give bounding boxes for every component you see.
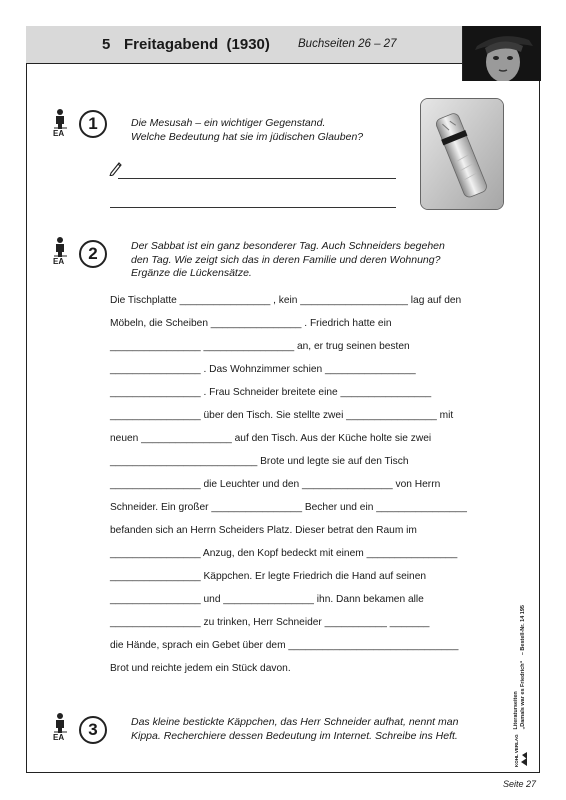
chapter-title: Freitagabend (1930) — [124, 36, 270, 53]
cloze-line[interactable]: die Hände, sprach ein Gebet über dem ______________________________ — [110, 640, 459, 651]
task-number-badge: 1 — [79, 110, 107, 138]
cloze-line[interactable]: Möbeln, die Scheiben ________________ . Friedrich hatte ein — [110, 318, 392, 329]
publisher-sidebar — [513, 552, 535, 767]
instruction-line: Ergänze die Lückensätze. — [131, 267, 252, 279]
cloze-line[interactable]: __________________________ Brote und legte sie auf den Tisch — [110, 456, 409, 467]
task-3-instruction — [131, 716, 458, 743]
instruction-line: den Tag. Wie zeigt sich das in deren Familie und deren Wohnung? — [131, 253, 441, 266]
book-pages: Buchseiten 26 – 27 — [298, 38, 397, 50]
work-mode-label: EA — [53, 257, 65, 266]
cloze-line[interactable]: ________________ zu trinken, Herr Schneider ___________ _______ — [110, 617, 430, 628]
page-number: Seite 27 — [502, 779, 536, 789]
instruction-line: Die Mesusah – ein wichtiger Gegenstand. — [131, 117, 326, 129]
instruction-line: Der Sabbat ist ein ganz besonderer Tag. Auch Schneiders begehen — [131, 240, 445, 252]
answer-line[interactable] — [118, 178, 396, 179]
boy-portrait-image — [462, 26, 541, 81]
cloze-line[interactable]: ________________ die Leuchter und den ________________ von Herrn — [110, 479, 441, 490]
work-mode-label: EA — [53, 733, 65, 742]
cloze-line[interactable]: Brot und reichte jedem ein Stück davon. — [110, 663, 291, 674]
single-work-icon — [52, 236, 72, 270]
cloze-line[interactable]: befanden sich an Herrn Scheiders Platz. Dieser betrat den Raum im — [110, 525, 417, 536]
chapter-number: 5 — [102, 36, 111, 53]
answer-line[interactable] — [110, 207, 396, 208]
cloze-line[interactable]: ________________ ________________ an, er trug seinen besten — [110, 341, 410, 352]
task-number-badge: 2 — [79, 240, 107, 268]
instruction-line: Kippa. Recherchiere dessen Bedeutung im Internet. Schreibe ins Heft. — [131, 729, 458, 742]
task-2-instruction — [131, 240, 445, 281]
single-work-icon — [52, 108, 72, 142]
cloze-line[interactable]: ________________ über den Tisch. Sie stellte zwei ________________ mit — [110, 410, 454, 421]
book-title: „Damals war es Friedrich“ — [520, 660, 526, 730]
mesusah-photo — [420, 98, 504, 210]
instruction-line: Das kleine bestickte Käppchen, das Herr Schneider aufhat, nennt man — [131, 716, 459, 728]
cloze-line[interactable]: neuen ________________ auf den Tisch. Aus der Küche holte sie zwei — [110, 433, 432, 444]
series-name: Literaturseiten — [513, 691, 519, 730]
cloze-line[interactable]: Die Tischplatte ________________ , kein ___________________ lag auf den — [110, 295, 462, 306]
cloze-line[interactable]: Schneider. Ein großer ________________ Becher und ein ________________ — [110, 502, 467, 513]
single-work-icon — [52, 712, 72, 746]
cloze-line[interactable]: ________________ und ________________ ihn. Dann bekamen alle — [110, 594, 424, 605]
task-1-instruction — [131, 117, 363, 144]
work-mode-label: EA — [53, 129, 65, 138]
cloze-line[interactable]: ________________ . Frau Schneider breitete eine ________________ — [110, 387, 432, 398]
order-number: – Bestell-Nr. 14 195 — [520, 605, 526, 656]
cloze-line[interactable]: ________________ Anzug, den Kopf bedeckt mit einem ________________ — [110, 548, 458, 559]
cloze-line[interactable]: ________________ . Das Wohnzimmer schien ________________ — [110, 364, 416, 375]
cloze-line[interactable]: ________________ Käppchen. Er legte Friedrich die Hand auf seinen — [110, 571, 427, 582]
instruction-line: Welche Bedeutung hat sie im jüdischen Glauben? — [131, 130, 364, 143]
task-number-badge: 3 — [79, 716, 107, 744]
publisher-logo: KOHL VERLAG — [513, 737, 531, 767]
